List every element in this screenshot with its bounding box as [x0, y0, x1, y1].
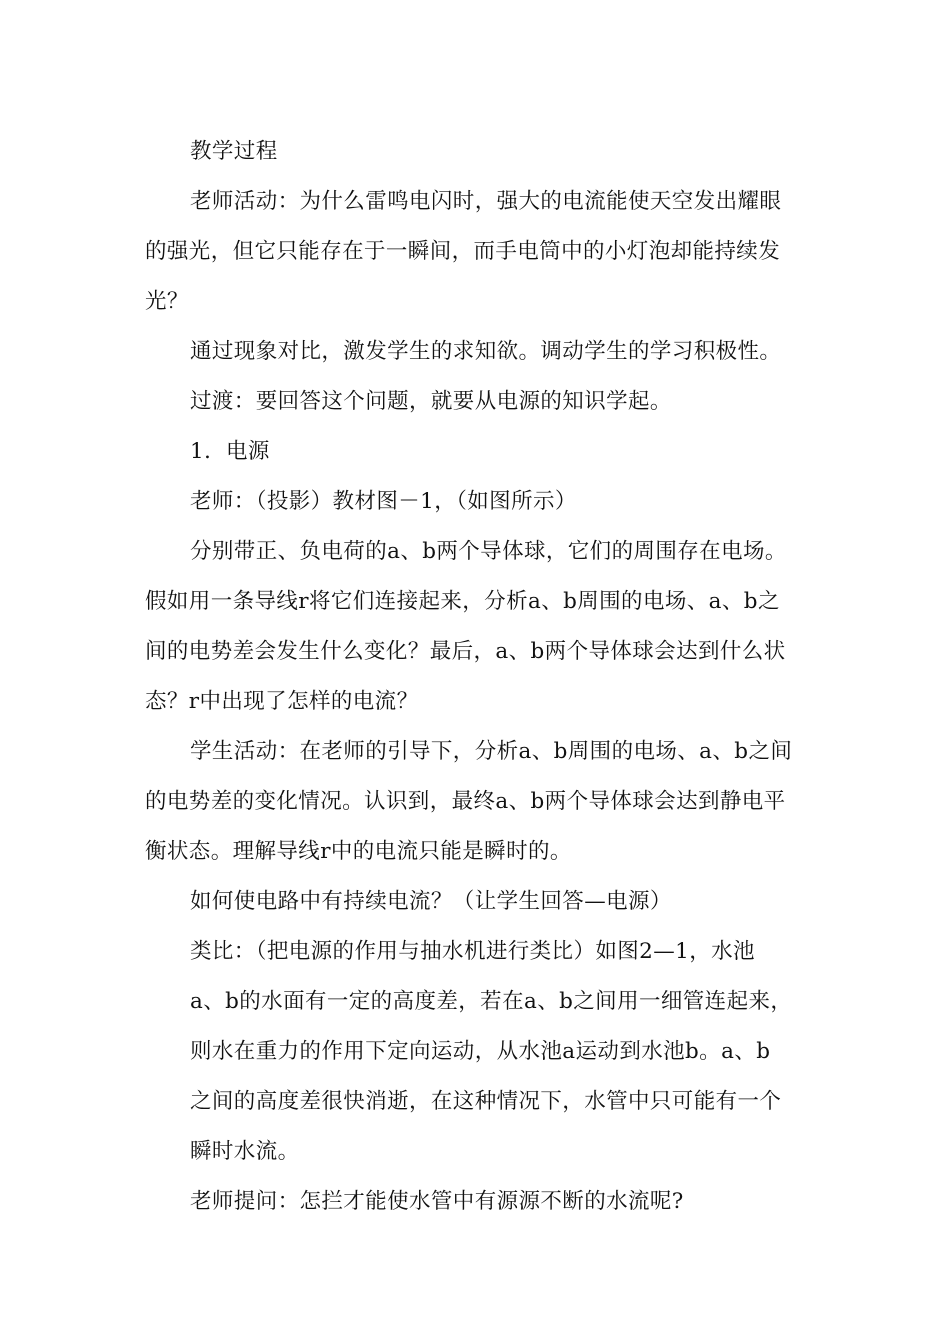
paragraph-line: 之间的高度差很快消逝，在这种情况下，水管中只可能有一个 — [190, 1089, 782, 1114]
paragraph-line: 如何使电路中有持续电流？（让学生回答—电源） — [190, 889, 672, 914]
paragraph-line: 假如用一条导线r将它们连接起来，分析a、b周围的电场、a、b之 — [145, 589, 780, 614]
paragraph-line: 通过现象对比，激发学生的求知欲。调动学生的学习积极性。 — [190, 339, 782, 364]
paragraph-line: a、b的水面有一定的高度差，若在a、b之间用一细管连起来， — [190, 989, 793, 1014]
paragraph-line: 光？ — [145, 289, 189, 314]
paragraph-line: 态？r中出现了怎样的电流？ — [145, 689, 419, 714]
paragraph-line: 学生活动：在老师的引导下，分析a、b周围的电场、a、b之间 — [190, 739, 793, 764]
paragraph-line: 的电势差的变化情况。认识到，最终a、b两个导体球会达到静电平 — [145, 789, 786, 814]
paragraph-line: 衡状态。理解导线r中的电流只能是瞬时的。 — [145, 839, 572, 864]
paragraph-line: 则水在重力的作用下定向运动，从水池a运动到水池b。a、b — [190, 1039, 771, 1064]
paragraph-line: 老师提问：怎拦才能使水管中有源源不断的水流呢? — [190, 1189, 684, 1214]
paragraph-line: 类比：（把电源的作用与抽水机进行类比）如图2—1，水池 — [190, 939, 755, 964]
paragraph-line: 老师：（投影）教材图－1，（如图所示） — [190, 489, 577, 514]
paragraph-line: 间的电势差会发生什么变化？最后，a、b两个导体球会达到什么状 — [145, 639, 786, 664]
paragraph-line: 瞬时水流。 — [190, 1139, 300, 1164]
paragraph-line: 分别带正、负电荷的a、b两个导体球，它们的周围存在电场。 — [190, 539, 787, 564]
section-heading: 教学过程 — [190, 139, 278, 164]
paragraph-line: 老师活动：为什么雷鸣电闪时，强大的电流能使天空发出耀眼 — [190, 189, 782, 214]
subsection-heading: 1．电源 — [190, 439, 270, 464]
paragraph-line: 过渡：要回答这个问题，就要从电源的知识学起。 — [190, 389, 672, 414]
paragraph-line: 的强光，但它只能存在于一瞬间，而手电筒中的小灯泡却能持续发 — [145, 239, 781, 264]
